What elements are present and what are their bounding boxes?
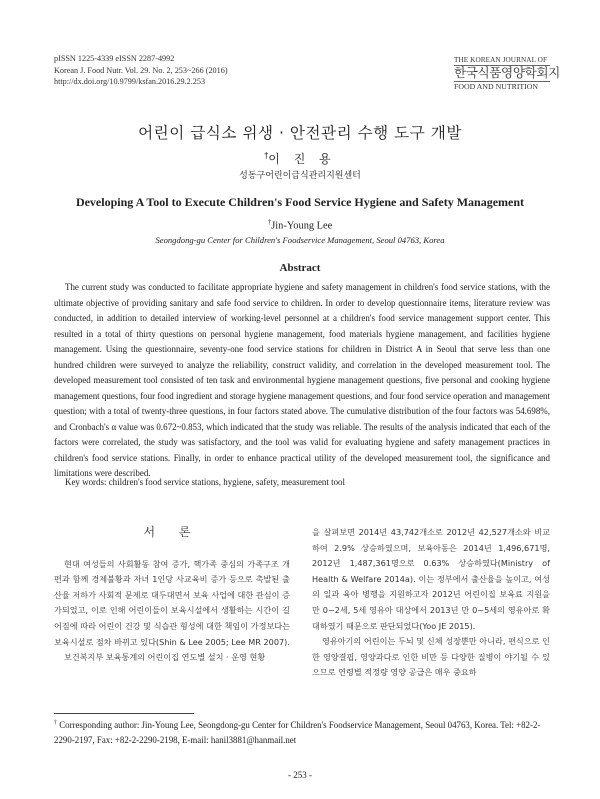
corresponding-mark: † <box>264 151 269 160</box>
paper-title-ko: 어린이 급식소 위생 · 안전관리 수행 도구 개발 <box>138 124 462 142</box>
abstract-body <box>54 280 550 482</box>
footnote-text: Corresponding author: Jin-Young Lee, Seongdong-gu Center for Children's Foodservice Management, Seoul 04763, Korea. Tel: +82-2-2290-2197, Fax: +82-2-2290-2198, E-mail: hanil3881@hanmail.net <box>54 719 541 745</box>
publication-meta <box>54 53 228 88</box>
paragraph: 보건복지부 보육통계의 어린이집 연도별 설치 · 운영 현황 <box>64 652 266 663</box>
page-number: - 253 - <box>288 770 312 780</box>
paper-title-en: Developing A Tool to Execute Children's Food Service Hygiene and Safety Management <box>75 195 525 209</box>
journal-masthead <box>454 55 560 92</box>
doi-link[interactable]: http://dx.doi.org/10.9799/ksfan.2016.29.2.253 <box>54 77 206 86</box>
corresponding-mark-en: † <box>267 218 272 226</box>
body-column-right <box>312 525 550 681</box>
author-en <box>0 218 600 231</box>
affiliation-ko: 성동구어린이급식관리지원센터 <box>239 171 361 181</box>
issn-line: pISSN 1225-4339 eISSN 2287-4992 <box>54 54 175 63</box>
journal-name-en-bottom: FOOD AND NUTRITION <box>454 81 550 92</box>
abstract-heading: Abstract <box>279 262 321 274</box>
citation-line: Korean J. Food Nutr. Vol. 29. No. 2, 253~266 (2016) <box>54 65 228 75</box>
corresponding-author-footnote <box>54 716 550 748</box>
journal-name-en-top: THE KOREAN JOURNAL OF <box>454 56 548 64</box>
journal-name-ko: 한국식품영양학회지 <box>454 65 560 80</box>
paragraph: 영유아기의 어린이는 두뇌 및 신체 성장뿐만 아니라, 편식으로 인한 영양결핍, 영양과다로 인한 비만 등 다양한 질병이 야기될 수 있으므로 연령별 적정량 영양 공급은 매우 중요하 <box>312 636 550 678</box>
footnote-divider <box>54 713 194 714</box>
paragraph: 현대 여성들의 사회활동 참여 증가, 핵가족 중심의 가족구조 개편과 함께 경제불황과 자녀 1인당 사교육비 증가 등으로 촉발된 출산율 저하가 사회적 문제로 대두대면서 보육 사업에 대한 관심이 증가되었고, 이로 인해 어린이들이 보육시설에서 생활하는 시간이 길어짐에 따라 어린이 건강 및 식습관 형성에 대한 책임이 가정보다는 보육시설로 점차 바뀌고 있다(Shin & Lee 2005; Lee MR 2007). <box>54 558 290 647</box>
author-ko-name: 이 진 용 <box>268 152 336 166</box>
affiliation-en: Seongdong-gu Center for Children's Foodservice Management, Seoul 04763, Korea <box>155 235 445 245</box>
author-ko <box>0 150 600 167</box>
footnote-mark: † <box>54 720 57 726</box>
body-column-left <box>54 525 290 666</box>
paragraph: 을 살펴보면 2014년 43,742개소로 2012년 42,527개소와 비교하여 2.9% 상승하였으며, 보육아동은 2014년 1,496,671명, 2012년 1,487,361명으로 0.63% 상승하였다(Ministry of Health & Welfare 2014a). 이는 정부에서 출산율을 높이고, 여성의 일과 육아 병행을 지원하고자 2012년 어린이집 보육료 지원을 만 0~2세, 5세 영유아 대상에서 2013년 만 0~5세의 영유아로 확대하였기 때문으로 판단되었다(Yoo JE 2015). <box>312 527 550 631</box>
author-en-name: Jin-Young Lee <box>271 220 333 232</box>
keywords: Key words: children's food service stations, hygiene, safety, measurement tool <box>65 477 346 487</box>
abstract-text: The current study was conducted to facilitate appropriate hygiene and safety management in children's food service stations, with the ultimate objective of providing sanitary and safe food service to children. In order to develop questionnaire items, literature review was conducted, in addition to detailed interview of working-level personnel at a children's food service management support center. This resulted in a total of thirty questions on personal hygiene management, food materials hygiene management, and facilities hygiene management. Using the questionnaire, seventy-one food service stations for children in District A in Seoul that serve less than one hundred children were surveyed to analyze the reliability, construct validity, and correlation in the developed measurement tool. The developed measurement tool consisted of ten task and environmental hygiene management questions, five personal and cooking hygiene management questions, four food ingredient and storage hygiene management questions, and four food service operation and management question; with a total of twenty-three questions, in four factors stated above. The cumulative distribution of the four factors was 54.698%, and Cronbach's α value was 0.672~0.853, which indicated that the study was reliable. The results of the analysis indicated that each of the factors were correlated, the study was satisfactory, and the tool was valid for evaluating hygiene and safety management practices in children's food service stations. Finally, in order to enhance practical utility of the developed measurement tool, the significance and limitations were described. <box>54 282 550 478</box>
section-heading-introduction: 서 론 <box>143 525 201 539</box>
